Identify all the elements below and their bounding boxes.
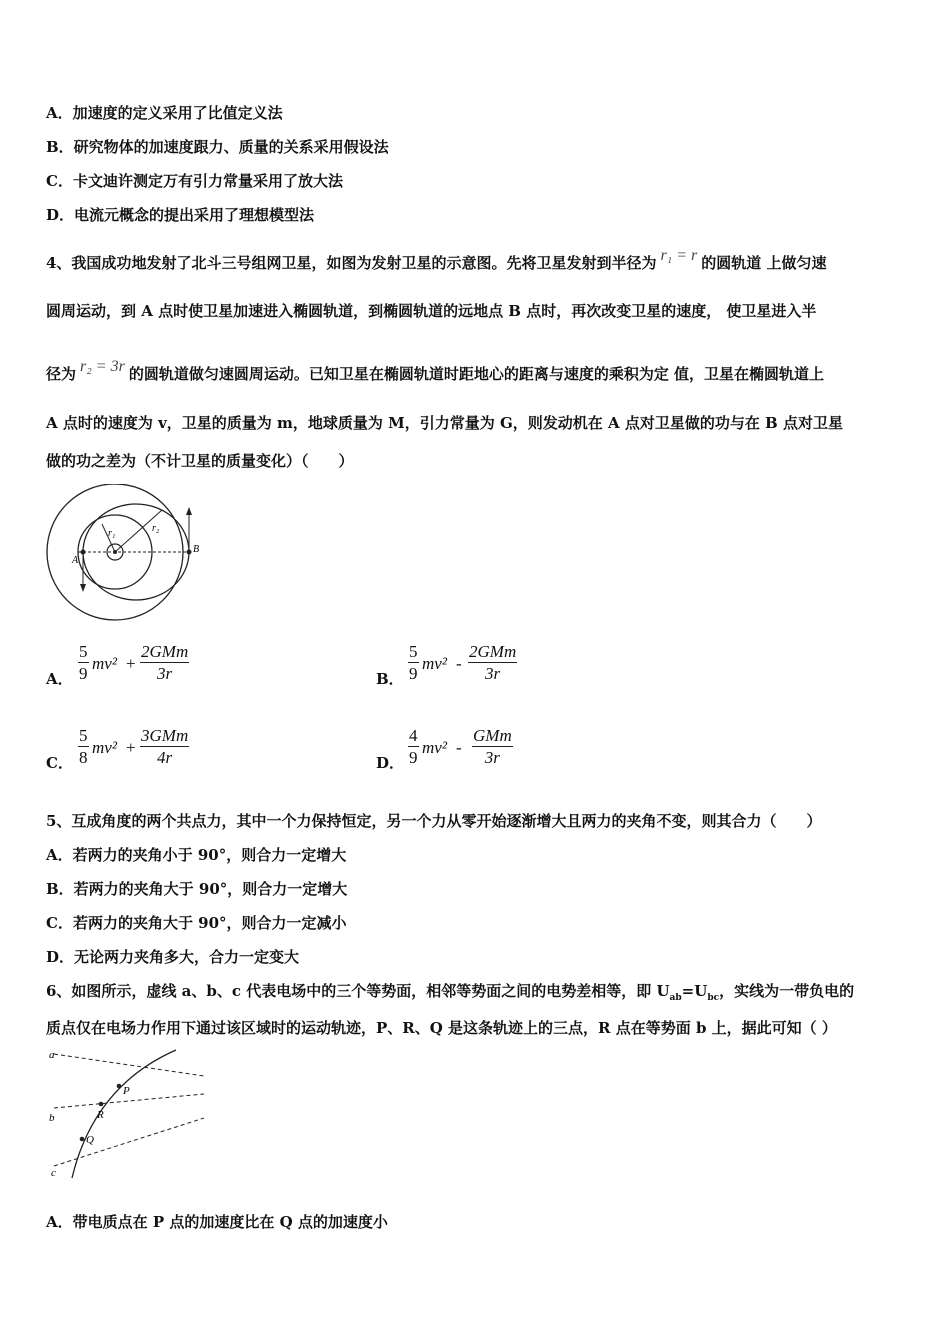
q4-stem-line-5: 做的功之差为（不计卫星的质量变化）（ ） [46, 452, 354, 470]
q5-option-c: C．若两力的夹角大于 90°，则合力一定减小 [46, 914, 347, 932]
q4-stem-text: 径为 [46, 365, 77, 383]
field-figure [44, 1046, 210, 1182]
q4-option-a-op: + [126, 654, 136, 673]
subscript-bc: bc [707, 993, 720, 1003]
q4-stem-line-3 [46, 358, 825, 384]
q4-option-d-op: - [456, 738, 462, 757]
fraction-den: 3r [484, 748, 500, 767]
coef-num: 5 [79, 726, 88, 745]
q4-option-b-fraction [468, 642, 517, 685]
fraction-num: 2GMm [141, 642, 189, 661]
q5-option-d: D．无论两力夹角多大，合力一定变大 [46, 948, 300, 966]
q4-option-d-fraction [472, 726, 513, 769]
q4-option-c-label: C． [46, 754, 73, 772]
coef-den: 9 [409, 748, 418, 767]
fraction-den: 3r [485, 664, 501, 683]
q4-option-a-coef [78, 642, 89, 685]
label-c: c [51, 1167, 56, 1179]
equipotential-a [54, 1054, 204, 1076]
point-b-dot [187, 550, 192, 555]
coef-num: 5 [409, 642, 418, 661]
q6-stem-line-2: 质点仅在电场力作用下通过该区域时的运动轨迹，P、R、Q 是这条轨迹上的三点，R 点在等势面 b 上，据此可知（ ） [46, 1019, 837, 1037]
label-r: R [97, 1109, 104, 1121]
r1-label: r₁ [108, 528, 116, 539]
q6-option-a: A．带电质点在 P 点的加速度比在 Q 点的加速度小 [46, 1213, 388, 1231]
equals-u: =U [681, 982, 708, 1000]
q4-option-a-term: mv² [92, 654, 117, 673]
q4-stem-line-4: A 点时的速度为 v，卫星的质量为 m，地球质量为 M，引力常量为 G，则发动机在 A 点对卫星做的功与在 B 点对卫星 [46, 414, 843, 432]
q4-option-c-term: mv² [92, 738, 117, 757]
point-p-dot [117, 1084, 122, 1089]
equipotential-c [54, 1118, 204, 1166]
r2-equation: r₂ = 3r [80, 358, 125, 375]
q4-option-b-term: mv² [422, 654, 447, 673]
arrow-head-a [80, 584, 86, 592]
q6-stem-line-1 [46, 980, 854, 1003]
coef-num: 5 [79, 642, 88, 661]
q4-stem-line-1 [46, 247, 827, 273]
label-a: a [49, 1049, 55, 1061]
q5-option-b: B．若两力的夹角大于 90°，则合力一定增大 [46, 880, 348, 898]
q3-option-b: B．研究物体的加速度跟力、质量的关系采用假设法 [46, 138, 389, 156]
q4-option-d-label: D． [376, 754, 405, 772]
q3-option-d: D．电流元概念的提出采用了理想模型法 [46, 206, 315, 224]
coef-den: 8 [79, 748, 88, 767]
r1-equation: r₁ = r [660, 247, 698, 264]
q4-option-c-op: + [126, 738, 136, 757]
coef-den: 9 [409, 664, 418, 683]
q6-stem-text: ，实线为一带负电的 [719, 982, 855, 1000]
q4-option-a-fraction [140, 642, 189, 685]
q3-option-c: C．卡文迪许测定万有引力常量采用了放大法 [46, 172, 343, 190]
q4-option-a-label: A． [46, 670, 73, 688]
orbit-figure [40, 484, 210, 629]
label-p: P [123, 1085, 130, 1097]
q4-option-c-coef [78, 726, 89, 769]
q4-option-d-term: mv² [422, 738, 447, 757]
point-r-dot [99, 1102, 104, 1107]
coef-den: 9 [79, 664, 88, 683]
fraction-num: GMm [473, 726, 512, 745]
q4-option-c-fraction [140, 726, 189, 769]
fraction-num: 3GMm [141, 726, 189, 745]
q4-option-d-coef [408, 726, 419, 769]
q4-option-b-coef [408, 642, 419, 685]
q4-stem-text: 的圆轨道 上做匀速 [701, 254, 827, 272]
fraction-num: 2GMm [469, 642, 517, 661]
label-b: b [49, 1112, 55, 1124]
point-a-label: A [72, 555, 79, 566]
fraction-den: 4r [157, 748, 173, 767]
subscript-ab: ab [669, 993, 682, 1003]
arrow-head-b [186, 507, 192, 515]
q3-option-a: A．加速度的定义采用了比值定义法 [46, 104, 283, 122]
point-b-label: B [193, 544, 200, 555]
q4-stem-line-2: 圆周运动，到 A 点时使卫星加速进入椭圆轨道，到椭圆轨道的远地点 B 点时，再次改变卫星的速度， 使卫星进入半 [46, 302, 817, 320]
q4-option-b-label: B． [376, 670, 404, 688]
q4-option-b-op: - [456, 654, 462, 673]
label-q: Q [86, 1134, 94, 1146]
r2-label: r₂ [152, 523, 160, 534]
q4-stem-text: 的圆轨道做匀速圆周运动。已知卫星在椭圆轨道时距地心的距离与速度的乘积为定 值，卫星在椭圆轨道上 [128, 365, 825, 383]
q4-stem-text: 4、我国成功地发射了北斗三号组网卫星，如图为发射卫星的示意图。先将卫星发射到半径为 [46, 254, 657, 272]
coef-num: 4 [409, 726, 418, 745]
point-a-dot [81, 550, 86, 555]
q6-stem-text: 6、如图所示，虚线 a、b、c 代表电场中的三个等势面，相邻等势面之间的电势差相等，即 U [46, 982, 670, 1000]
point-q-dot [80, 1137, 85, 1142]
q5-stem: 5、互成角度的两个共点力，其中一个力保持恒定，另一个力从零开始逐渐增大且两力的夹角不变，则其合力（ ） [46, 812, 822, 830]
q5-option-a: A．若两力的夹角小于 90°，则合力一定增大 [46, 846, 347, 864]
fraction-den: 3r [157, 664, 173, 683]
